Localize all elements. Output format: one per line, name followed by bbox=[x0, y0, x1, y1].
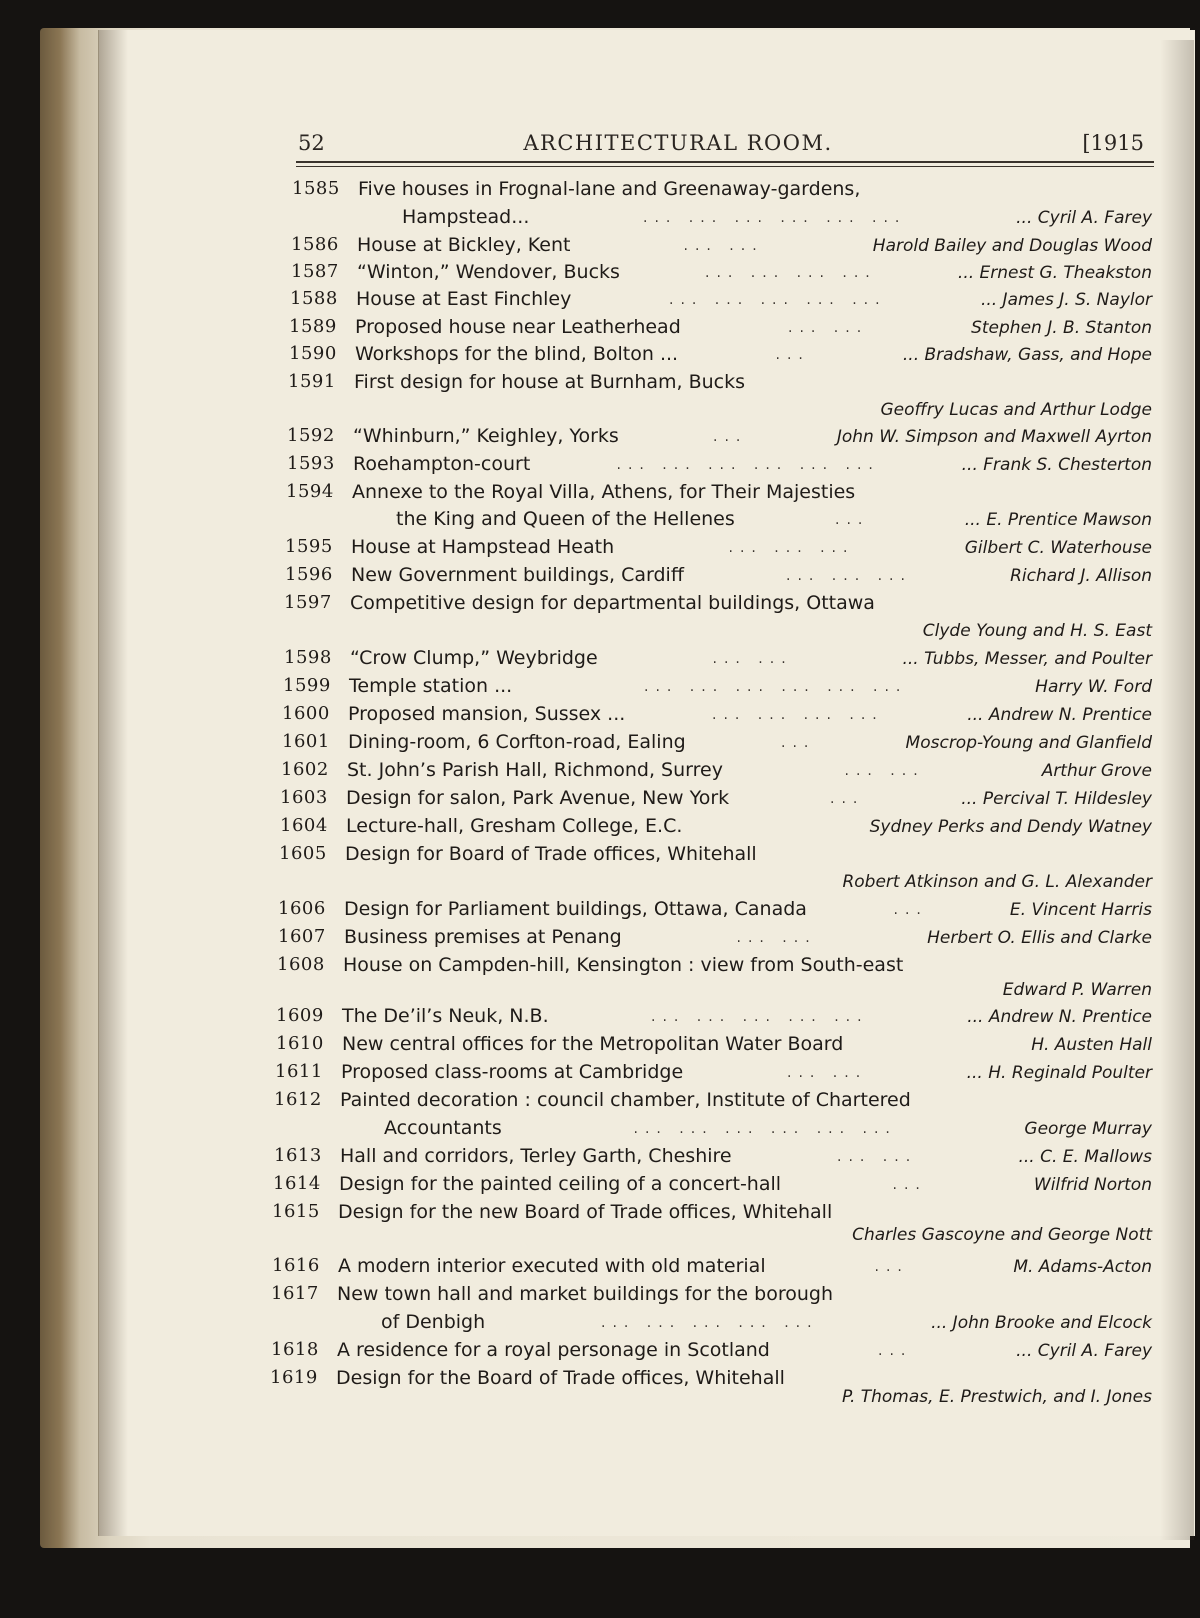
year-label: [1915 bbox=[1082, 131, 1144, 155]
entry-number: 1595 bbox=[285, 536, 333, 557]
entry-number: 1607 bbox=[278, 926, 326, 947]
entry-number: 1605 bbox=[279, 843, 327, 864]
entry-number: 1603 bbox=[280, 787, 328, 808]
entry-author: ... John Brooke and Elcock bbox=[931, 1313, 1152, 1333]
entry-author: Geoffry Lucas and Arthur Lodge bbox=[880, 400, 1152, 420]
entry-author: ... Andrew N. Prentice bbox=[967, 1007, 1152, 1027]
entry-author: John W. Simpson and Maxwell Ayrton bbox=[836, 427, 1152, 447]
entry-title-continuation: Hampstead... bbox=[402, 206, 530, 228]
entry-title: “Winton,” Wendover, Bucks bbox=[357, 261, 620, 283]
entry-title-continuation: of Denbigh bbox=[381, 1311, 486, 1333]
entry-number: 1590 bbox=[289, 343, 337, 364]
entry-number: 1594 bbox=[286, 481, 334, 502]
leader-dots: ... ... ... ... bbox=[705, 265, 877, 281]
entry-number: 1609 bbox=[276, 1005, 324, 1026]
entry-title: New central offices for the Metropolitan Water Board bbox=[342, 1033, 844, 1055]
entry-author: E. Vincent Harris bbox=[1009, 900, 1152, 920]
entry-number: 1593 bbox=[287, 453, 335, 474]
leader-dots: ... ... bbox=[787, 1065, 868, 1081]
leader-dots: ... ... ... bbox=[786, 568, 912, 584]
entry-title: A modern interior executed with old material bbox=[338, 1255, 766, 1277]
entry-title: Annexe to the Royal Villa, Athens, for Their Majesties bbox=[352, 481, 856, 503]
entry-author: ... Tubbs, Messer, and Poulter bbox=[902, 649, 1152, 669]
entry-number: 1611 bbox=[275, 1061, 323, 1082]
entry-number: 1585 bbox=[292, 178, 340, 199]
entry-author: Wilfrid Norton bbox=[1033, 1175, 1152, 1195]
entry-number: 1597 bbox=[284, 592, 332, 613]
entry-title: St. John’s Parish Hall, Richmond, Surrey bbox=[347, 759, 723, 781]
entry-number: 1587 bbox=[291, 261, 339, 282]
entry-number: 1600 bbox=[282, 703, 330, 724]
leader-dots: ... bbox=[835, 512, 870, 528]
entry-title-continuation: the King and Queen of the Hellenes bbox=[396, 508, 735, 530]
entry-number: 1610 bbox=[276, 1033, 324, 1054]
entry-number: 1618 bbox=[271, 1339, 319, 1360]
leader-dots: ... ... ... ... ... ... bbox=[644, 679, 908, 695]
leader-dots: ... ... ... ... ... bbox=[651, 1009, 869, 1025]
running-title: ARCHITECTURAL ROOM. bbox=[523, 131, 833, 155]
entry-title: Business premises at Penang bbox=[344, 926, 622, 948]
entry-number: 1613 bbox=[274, 1145, 322, 1166]
entry-title: Competitive design for departmental buildings, Ottawa bbox=[350, 592, 875, 614]
leader-dots: ... ... bbox=[712, 651, 793, 667]
leader-dots: ... ... ... ... ... bbox=[601, 1315, 819, 1331]
entry-title: The De’il’s Neuk, N.B. bbox=[342, 1005, 549, 1027]
entry-number: 1619 bbox=[270, 1367, 318, 1388]
entry-title: New town hall and market buildings for the borough bbox=[337, 1283, 833, 1305]
leader-dots: ... bbox=[893, 902, 928, 918]
entry-title: Design for the painted ceiling of a concert-hall bbox=[339, 1173, 782, 1195]
entry-number: 1599 bbox=[283, 675, 331, 696]
entry-title: First design for house at Burnham, Bucks bbox=[354, 371, 746, 393]
leader-dots: ... bbox=[781, 735, 816, 751]
entry-title: “Whinburn,” Keighley, Yorks bbox=[353, 425, 619, 447]
leader-dots: ... ... ... ... bbox=[712, 707, 884, 723]
leader-dots: ... ... bbox=[844, 763, 925, 779]
leader-dots: ... ... ... ... ... ... bbox=[616, 457, 880, 473]
entry-title: Hall and corridors, Terley Garth, Cheshire bbox=[340, 1145, 732, 1167]
entry-title: Painted decoration : council chamber, Institute of Chartered bbox=[340, 1089, 911, 1111]
leader-dots: ... ... ... ... ... bbox=[669, 292, 887, 308]
leader-dots: ... ... ... ... ... ... bbox=[643, 210, 907, 226]
leader-dots: ... bbox=[874, 1259, 909, 1275]
entry-title: Five houses in Frognal-lane and Greenaway-gardens, bbox=[358, 178, 861, 200]
entry-author: Moscrop-Young and Glanfield bbox=[905, 733, 1152, 753]
entry-author: Harold Bailey and Douglas Wood bbox=[872, 236, 1152, 256]
entry-title: House at Bickley, Kent bbox=[357, 234, 571, 256]
leader-dots: ... ... bbox=[837, 1149, 918, 1165]
entry-number: 1616 bbox=[272, 1255, 320, 1276]
leader-dots: ... bbox=[713, 429, 748, 445]
leader-dots: ... ... ... bbox=[728, 540, 855, 556]
entry-author: Clyde Young and H. S. East bbox=[922, 621, 1152, 641]
entry-author: ... James J. S. Naylor bbox=[980, 290, 1152, 310]
entry-title: Design for the Board of Trade offices, Whitehall bbox=[336, 1367, 785, 1389]
entry-author: Harry W. Ford bbox=[1035, 677, 1152, 697]
entry-title: House on Campden-hill, Kensington : view from South-east bbox=[343, 954, 904, 976]
entry-author: Sydney Perks and Dendy Watney bbox=[869, 817, 1152, 837]
entry-title: House at Hampstead Heath bbox=[351, 536, 615, 558]
entry-author: Stephen J. B. Stanton bbox=[971, 318, 1152, 338]
entry-number: 1591 bbox=[288, 371, 336, 392]
entry-author: ... Cyril A. Farey bbox=[1016, 208, 1152, 228]
entry-number: 1606 bbox=[278, 898, 326, 919]
entry-title: Workshops for the blind, Bolton ... bbox=[355, 343, 679, 365]
entry-title: Temple station ... bbox=[349, 675, 513, 697]
entry-title: Design for Board of Trade offices, Whitehall bbox=[345, 843, 757, 865]
entry-title: Dining-room, 6 Corfton-road, Ealing bbox=[348, 731, 686, 753]
entry-title: House at East Finchley bbox=[356, 288, 572, 310]
leader-dots: ... bbox=[892, 1177, 927, 1193]
leader-dots: ... ... bbox=[736, 930, 817, 946]
entry-number: 1598 bbox=[284, 647, 332, 668]
entry-author: ... Ernest G. Theakston bbox=[957, 263, 1152, 283]
entry-title: A residence for a royal personage in Scotland bbox=[337, 1339, 770, 1361]
entry-author: ... Andrew N. Prentice bbox=[967, 705, 1152, 725]
entry-number: 1617 bbox=[271, 1283, 319, 1304]
entry-number: 1602 bbox=[281, 759, 329, 780]
entry-number: 1601 bbox=[282, 731, 330, 752]
entry-number: 1608 bbox=[277, 954, 325, 975]
entry-author: Richard J. Allison bbox=[1010, 566, 1152, 586]
entry-author: ... H. Reginald Poulter bbox=[966, 1063, 1152, 1083]
leader-dots: ... ... bbox=[788, 320, 869, 336]
entry-author: Edward P. Warren bbox=[1002, 980, 1152, 1000]
entry-author: Arthur Grove bbox=[1041, 761, 1152, 781]
entry-number: 1614 bbox=[273, 1173, 321, 1194]
entry-title: Lecture-hall, Gresham College, E.C. bbox=[346, 815, 683, 837]
leader-dots: ... ... ... ... ... ... bbox=[633, 1121, 897, 1137]
leader-dots: ... bbox=[775, 347, 810, 363]
entry-title: Proposed mansion, Sussex ... bbox=[348, 703, 626, 725]
entry-title: Roehampton-court bbox=[353, 453, 531, 475]
entry-title: Design for the new Board of Trade offices, Whitehall bbox=[338, 1201, 833, 1223]
entry-number: 1615 bbox=[272, 1201, 320, 1222]
entry-author: M. Adams-Acton bbox=[1013, 1257, 1152, 1277]
entry-number: 1612 bbox=[274, 1089, 322, 1110]
leader-dots: ... ... bbox=[683, 238, 764, 254]
entry-number: 1596 bbox=[285, 564, 333, 585]
entry-number: 1604 bbox=[280, 815, 328, 836]
entry-title: New Government buildings, Cardiff bbox=[351, 564, 684, 586]
entry-number: 1592 bbox=[287, 425, 335, 446]
leader-dots: ... bbox=[878, 1343, 913, 1359]
entry-author: H. Austen Hall bbox=[1031, 1035, 1152, 1055]
entry-author: ... Bradshaw, Gass, and Hope bbox=[902, 345, 1152, 365]
leader-dots: ... bbox=[830, 791, 865, 807]
page-number: 52 bbox=[298, 131, 325, 155]
entry-author: George Murray bbox=[1024, 1119, 1152, 1139]
entry-author: P. Thomas, E. Prestwich, and I. Jones bbox=[842, 1387, 1152, 1407]
entry-author: ... Frank S. Chesterton bbox=[961, 455, 1152, 475]
entry-author: Herbert O. Ellis and Clarke bbox=[927, 928, 1152, 948]
entry-author: Gilbert C. Waterhouse bbox=[964, 538, 1152, 558]
entry-author: Robert Atkinson and G. L. Alexander bbox=[842, 872, 1152, 892]
entry-number: 1588 bbox=[290, 288, 338, 309]
entry-author: ... E. Prentice Mawson bbox=[964, 510, 1152, 530]
entry-title: Proposed class-rooms at Cambridge bbox=[341, 1061, 684, 1083]
entry-title: Proposed house near Leatherhead bbox=[355, 316, 681, 338]
entry-number: 1586 bbox=[291, 234, 339, 255]
entry-title-continuation: Accountants bbox=[384, 1117, 502, 1139]
entry-author: ... Cyril A. Farey bbox=[1016, 1341, 1152, 1361]
entry-title: Design for salon, Park Avenue, New York bbox=[346, 787, 730, 809]
entry-number: 1589 bbox=[289, 316, 337, 337]
entry-author: ... Percival T. Hildesley bbox=[961, 789, 1152, 809]
entry-title: “Crow Clump,” Weybridge bbox=[350, 647, 598, 669]
entry-author: Charles Gascoyne and George Nott bbox=[852, 1225, 1152, 1245]
entry-title: Design for Parliament buildings, Ottawa, Canada bbox=[344, 898, 807, 920]
entry-author: ... C. E. Mallows bbox=[1018, 1147, 1152, 1167]
